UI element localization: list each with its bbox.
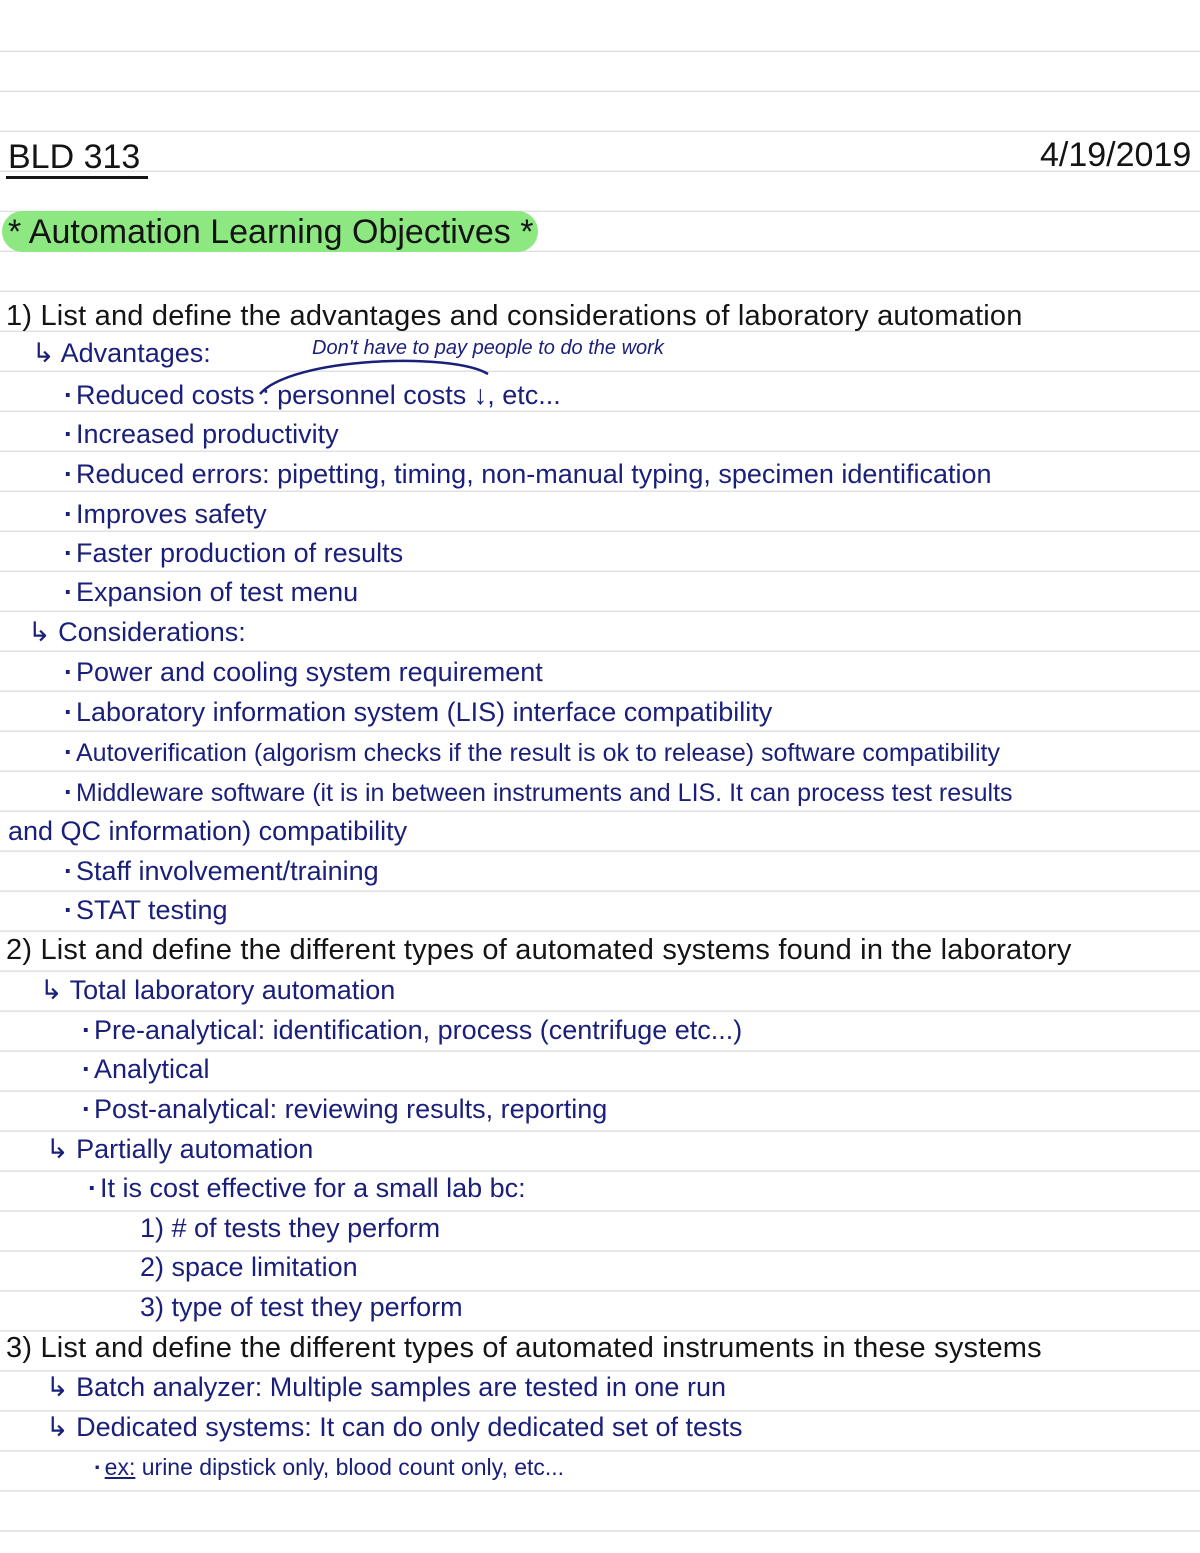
list-item: · STAT testing [64,895,228,925]
list-item: · It is cost effective for a small lab bc: [88,1173,526,1203]
list-item: · Laboratory information system (LIS) interface compatibility [64,697,773,727]
list-item: · Improves safety [64,499,267,529]
page-title: * Automation Learning Objectives * [8,213,534,251]
list-item: · Increased productivity [64,419,339,449]
reason-item: 1) # of tests they perform [140,1213,441,1243]
question-3: 3) List and define the different types of automated instruments in these systems [6,1332,1042,1364]
considerations-heading: ↳ Considerations: [28,617,246,647]
batch-analyzer-item: ↳ Batch analyzer: Multiple samples are tested in one run [46,1372,726,1402]
list-item-continuation: and QC information) compatibility [8,816,408,846]
list-item: · Power and cooling system requirement [64,657,543,687]
list-item: · Reduced costs : personnel costs ↓, etc... [64,380,561,410]
list-item: · Staff involvement/training [64,856,379,886]
list-item: · Analytical [82,1054,210,1084]
question-2: 2) List and define the different types of automated systems found in the laboratory [6,934,1072,966]
example-line: · ex: urine dipstick only, blood count only, etc... [94,1454,565,1480]
list-item: · Autoverification (algorism checks if the result is ok to release) software compatibility [64,737,1000,767]
example-label: ex: [104,1454,136,1480]
list-item: · Faster production of results [64,538,404,568]
list-item: · Post-analytical: reviewing results, reporting [82,1094,608,1124]
list-item: · Middleware software (it is in between instruments and LIS. It can process test results [64,777,1013,807]
partial-automation-heading: ↳ Partially automation [46,1134,314,1164]
list-item: · Expansion of test menu [64,577,359,607]
example-text: urine dipstick only, blood count only, etc... [135,1454,565,1480]
course-code: BLD 313 [8,138,141,176]
reason-item: 3) type of test they perform [140,1292,463,1322]
reason-item: 2) space limitation [140,1252,358,1282]
note-date: 4/19/2019 [1040,136,1192,174]
list-item: · Reduced errors: pipetting, timing, non-manual typing, specimen identification [64,459,992,489]
margin-note: Don't have to pay people to do the work [312,337,664,359]
advantages-heading: ↳ Advantages: [32,338,211,368]
list-item: · Pre-analytical: identification, process (centrifuge etc...) [82,1015,743,1045]
total-automation-heading: ↳ Total laboratory automation [40,975,396,1005]
question-1: 1) List and define the advantages and considerations of laboratory automation [6,300,1023,332]
course-underline [6,176,148,179]
dedicated-systems-item: ↳ Dedicated systems: It can do only dedicated set of tests [46,1412,743,1442]
